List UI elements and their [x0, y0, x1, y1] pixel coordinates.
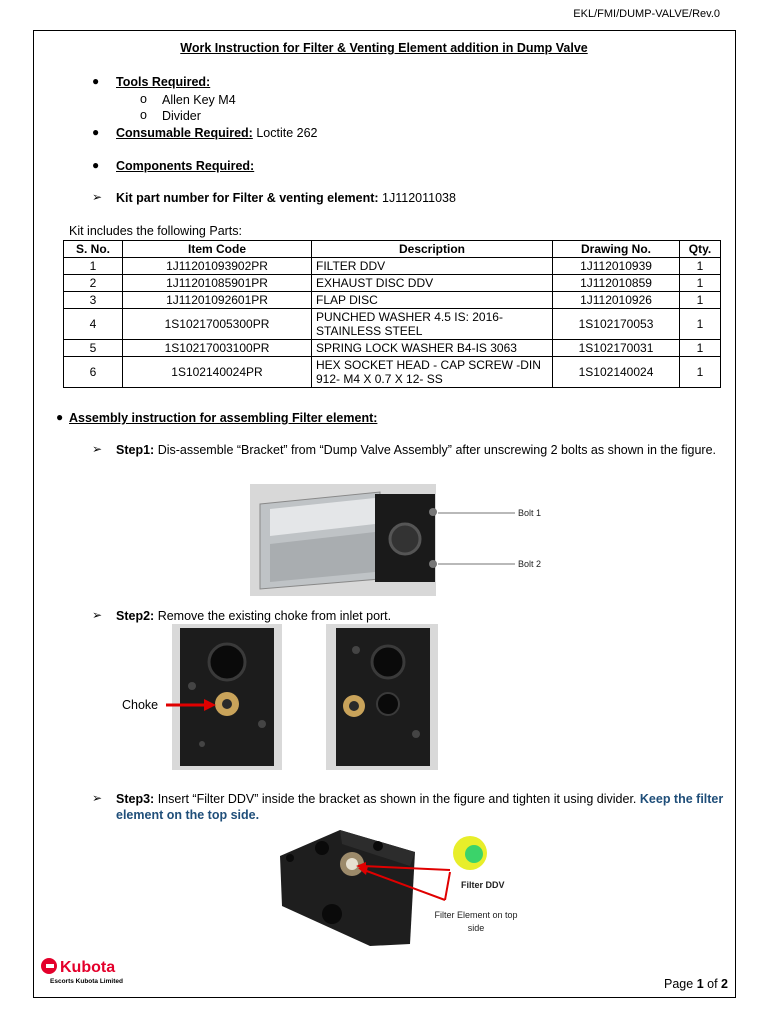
table-cell: 5	[64, 340, 123, 357]
table-cell: EXHAUST DISC DDV	[312, 275, 553, 292]
table-cell: 1J112010939	[553, 258, 680, 275]
page-of: of	[707, 977, 718, 991]
step2-text	[116, 608, 391, 624]
step1-label: Step1:	[116, 443, 155, 457]
bullet-dot: ●	[56, 410, 64, 424]
table-header-row	[64, 241, 721, 258]
sub-marker: o	[140, 108, 147, 122]
callout-bolt-2: Bolt 2	[518, 559, 542, 569]
consumable-heading: Consumable Required:	[116, 126, 253, 140]
table-cell: 1	[680, 292, 721, 309]
step2-bracket-with-choke-photo	[172, 624, 282, 770]
table-cell: PUNCHED WASHER 4.5 IS: 2016-STAINLESS STEEL	[312, 309, 553, 340]
callout-bolt-1: Bolt 1	[518, 508, 542, 518]
sub-marker: o	[140, 92, 147, 106]
table-cell: SPRING LOCK WASHER B4-IS 3063	[312, 340, 553, 357]
column-header: Item Code	[123, 241, 312, 258]
table-row	[64, 357, 721, 388]
bullet-dot: ●	[92, 158, 100, 172]
kit-line	[116, 190, 456, 206]
table-cell: 1J11201093902PR	[123, 258, 312, 275]
page-title: Work Instruction for Filter & Venting Element addition in Dump Valve	[180, 41, 588, 55]
table-cell: 1	[680, 275, 721, 292]
components-heading: Components Required:	[116, 159, 255, 173]
svg-text:Kubota: Kubota	[60, 959, 116, 976]
table-cell: FLAP DISC	[312, 292, 553, 309]
assembly-heading: Assembly instruction for assembling Filter element:	[69, 411, 378, 425]
step3-text	[116, 791, 726, 823]
step1-body: Dis-assemble “Bracket” from “Dump Valve Assembly” after unscrewing 2 bolts as shown in the figure.	[157, 443, 717, 457]
table-cell: 1S102170053	[553, 309, 680, 340]
step3-body: Insert “Filter DDV” inside the bracket as shown in the figure and tighten it using divider.	[157, 792, 637, 806]
step1-text	[116, 442, 716, 458]
bullet-dot: ●	[92, 74, 100, 88]
document-reference: EKL/FMI/DUMP-VALVE/Rev.0	[573, 8, 720, 20]
tool-item: Divider	[162, 109, 201, 123]
table-cell: 6	[64, 357, 123, 388]
page-current: 1	[696, 977, 704, 991]
step3-emphasis: Keep the filter element on the top side.	[116, 792, 724, 822]
arrow-bullet-icon: ➢	[92, 791, 103, 805]
table-cell: 1	[64, 258, 123, 275]
step2-body: Remove the existing choke from inlet port.	[157, 609, 392, 623]
page-prefix: Page	[664, 977, 694, 991]
tools-heading: Tools Required:	[116, 75, 211, 89]
table-cell: 1S10217003100PR	[123, 340, 312, 357]
table-cell: 1S102140024	[553, 357, 680, 388]
consumable-value: Loctite 262	[256, 126, 318, 140]
step2-label: Step2:	[116, 609, 155, 623]
page-total: 2	[721, 977, 728, 991]
kit-value: 1J112011038	[382, 191, 456, 205]
table-cell: 1	[680, 309, 721, 340]
column-header: Drawing No.	[553, 241, 680, 258]
table-cell: 1	[680, 258, 721, 275]
table-cell: 1S10217005300PR	[123, 309, 312, 340]
table-row	[64, 258, 721, 275]
table-cell: 1J112010859	[553, 275, 680, 292]
table-cell: 1S102140024PR	[123, 357, 312, 388]
table-cell: 1	[680, 340, 721, 357]
table-cell: FILTER DDV	[312, 258, 553, 275]
step3-label: Step3:	[116, 792, 155, 806]
callout-choke: Choke	[122, 698, 159, 712]
table-row	[64, 292, 721, 309]
step2-bracket-choke-removed-photo	[326, 624, 438, 770]
table-cell: 1J112010926	[553, 292, 680, 309]
consumable-line	[116, 125, 317, 141]
table-cell: 1	[680, 357, 721, 388]
table-cell: 4	[64, 309, 123, 340]
svg-text:Escorts Kubota Limited: Escorts Kubota Limited	[50, 978, 123, 985]
table-cell: 2	[64, 275, 123, 292]
column-header: S. No.	[64, 241, 123, 258]
table-row	[64, 340, 721, 357]
table-cell: HEX SOCKET HEAD - CAP SCREW -DIN 912- M4 X 0.7 X 12- SS	[312, 357, 553, 388]
arrow-bullet-icon: ➢	[92, 608, 103, 622]
table-cell: 1J11201085901PR	[123, 275, 312, 292]
table-cell: 3	[64, 292, 123, 309]
column-header: Description	[312, 241, 553, 258]
step1-dump-valve-photo	[250, 484, 550, 596]
table-cell: 1J11201092601PR	[123, 292, 312, 309]
table-cell: 1S102170031	[553, 340, 680, 357]
red-arrow-icon	[164, 698, 218, 712]
arrow-bullet-icon: ➢	[92, 442, 103, 456]
kit-label: Kit part number for Filter & venting element:	[116, 191, 379, 205]
arrow-bullet-icon: ➢	[92, 190, 103, 204]
callout-filter-ddv: Filter DDV	[461, 880, 505, 890]
callout-filter-element-top-side: Filter Element on top side	[434, 910, 518, 933]
table-row	[64, 309, 721, 340]
bullet-dot: ●	[92, 125, 100, 139]
table-row	[64, 275, 721, 292]
parts-table	[63, 240, 721, 388]
page-number	[664, 977, 728, 991]
kit-includes-text: Kit includes the following Parts:	[69, 224, 243, 238]
kubota-logo	[40, 955, 140, 987]
column-header: Qty.	[680, 241, 721, 258]
tool-item: Allen Key M4	[162, 93, 236, 107]
